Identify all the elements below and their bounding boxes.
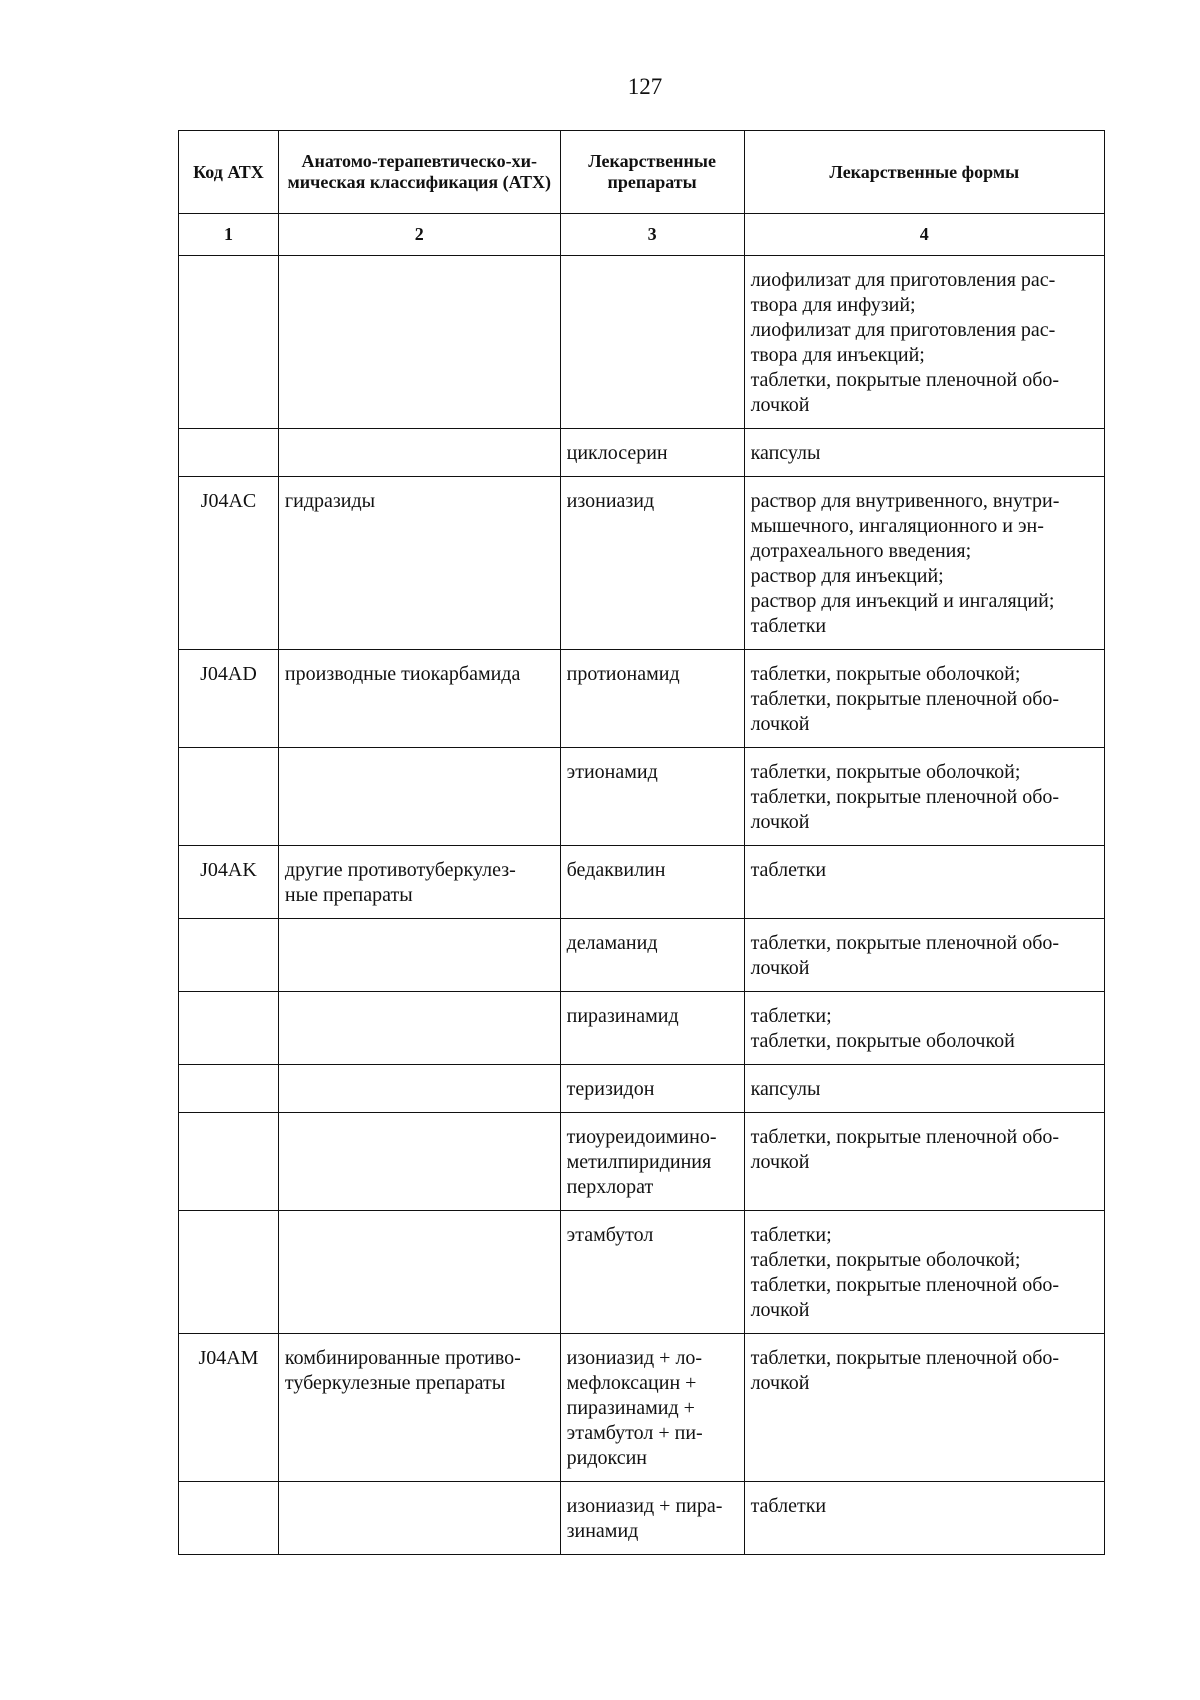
cell-text-line: таблетки, покрытые пленочной обо- [750,786,1060,808]
dosage-forms-cell [744,1065,1104,1113]
cell-text-line: твора для инъекций; [750,344,925,366]
table-row [179,1482,1105,1555]
table-row [179,1065,1105,1113]
dosage-forms-cell [744,256,1104,429]
drug-name-cell [560,748,744,846]
classification-cell [278,1482,560,1555]
cell-text-line: лочкой [750,957,810,979]
column-number: 2 [278,214,560,256]
atx-code-cell [179,1113,279,1211]
cell-text-line: таблетки, покрытые пленочной обо- [750,1274,1060,1296]
drug-name-cell [560,477,744,650]
cell-text-line: таблетки [750,859,827,881]
atx-code-cell: J04AC [179,477,279,650]
classification-cell [278,650,560,748]
classification-cell [278,992,560,1065]
cell-text-line: гидразиды [284,490,376,512]
cell-text-line: лочкой [750,1372,810,1394]
atx-code-cell [179,992,279,1065]
dosage-forms-cell [744,846,1104,919]
drug-name-cell [560,650,744,748]
cell-text-line: ные препараты [284,884,413,906]
drug-name-cell [560,1065,744,1113]
cell-text-line: дотрахеального введения; [750,540,972,562]
classification-cell [278,1211,560,1334]
cell-text-line: таблетки, покрытые оболочкой [750,1030,1015,1052]
drug-name-cell [560,919,744,992]
cell-text-line: таблетки, покрытые оболочкой; [750,663,1021,685]
cell-text-line: изониазид [566,490,655,512]
cell-text-line: перхлорат [566,1176,654,1198]
column-number-row [179,214,1105,256]
drug-name-cell [560,992,744,1065]
atx-code-cell: J04AD [179,650,279,748]
page-number: 127 [627,74,663,99]
cell-text-line: мефлоксацин + [566,1372,697,1394]
classification-cell [278,846,560,919]
dosage-forms-cell [744,650,1104,748]
drug-name-cell [560,1334,744,1482]
cell-text-line: туберкулезные препараты [284,1372,506,1394]
cell-text-line: изониазид + пира- [566,1495,723,1517]
table-row [179,429,1105,477]
cell-text-line: таблетки; [750,1005,832,1027]
dosage-forms-cell [744,1113,1104,1211]
cell-text-line: комбинированные противо- [284,1347,521,1369]
atx-drug-table [178,130,1105,1555]
cell-text-line: таблетки, покрытые пленочной обо- [750,932,1060,954]
cell-text-line: таблетки [750,1495,827,1517]
column-number: 1 [179,214,279,256]
column-number: 4 [744,214,1104,256]
cell-text-line: капсулы [750,1078,821,1100]
drug-name-cell [560,1482,744,1555]
table-body [179,256,1105,1555]
cell-text-line: изониазид + ло- [566,1347,703,1369]
atx-code-cell [179,1482,279,1555]
cell-text-line: протионамид [566,663,680,685]
classification-cell [278,477,560,650]
cell-text-line: твора для инфузий; [750,294,916,316]
atx-code-cell: J04AM [179,1334,279,1482]
table-row [179,992,1105,1065]
cell-text-line: теризидон [566,1078,655,1100]
dosage-forms-cell [744,477,1104,650]
table-header-row [179,131,1105,214]
cell-text-line: этамбутол + пи- [566,1422,703,1444]
cell-text-line: циклосерин [566,442,668,464]
cell-text-line: таблетки, покрытые пленочной обо- [750,1126,1060,1148]
classification-cell [278,1065,560,1113]
drug-name-cell [560,1113,744,1211]
atx-code-cell [179,919,279,992]
cell-text-line: раствор для внутривенного, внутри- [750,490,1060,512]
cell-text-line: этамбутол [566,1224,654,1246]
cell-text-line: тиоуреидоимино- [566,1126,717,1148]
table-row [179,256,1105,429]
cell-text-line: деламанид [566,932,658,954]
drug-name-cell [560,846,744,919]
table-row [179,650,1105,748]
drug-name-cell [560,256,744,429]
cell-text-line: мышечного, ингаляционного и эн- [750,515,1044,537]
cell-text-line: таблетки, покрытые пленочной обо- [750,369,1060,391]
atx-code-cell [179,1211,279,1334]
dosage-forms-cell [744,992,1104,1065]
cell-text-line: раствор для инъекций; [750,565,944,587]
cell-text-line: таблетки, покрытые пленочной обо- [750,1347,1060,1369]
cell-text-line: таблетки [750,615,827,637]
cell-text-line: таблетки; [750,1224,832,1246]
cell-text-line: ридоксин [566,1447,648,1469]
atx-code-cell [179,256,279,429]
table-row [179,748,1105,846]
atx-code-cell: J04AK [179,846,279,919]
cell-text-line: лочкой [750,713,810,735]
cell-text-line: производные тиокарбамида [284,663,521,685]
classification-cell [278,919,560,992]
cell-text-line: пиразинамид [566,1005,679,1027]
cell-text-line: раствор для инъекций и ингаляций; [750,590,1055,612]
atx-code-cell [179,1065,279,1113]
table-row [179,1334,1105,1482]
cell-text-line: лиофилизат для приготовления рас- [750,269,1056,291]
table-row [179,477,1105,650]
cell-text-line: таблетки, покрытые оболочкой; [750,1249,1021,1271]
dosage-forms-cell [744,919,1104,992]
cell-text-line: лочкой [750,394,810,416]
table-row [179,1211,1105,1334]
cell-text-line: лочкой [750,1299,810,1321]
cell-text-line: этионамид [566,761,658,783]
dosage-forms-cell [744,748,1104,846]
cell-text-line: бедаквилин [566,859,666,881]
classification-cell [278,748,560,846]
header-dosage-forms: Лекарственные формы [744,131,1104,214]
header-drugs: Лекарственные препараты [560,131,744,214]
atx-code-cell [179,429,279,477]
cell-text-line: метилпиридиния [566,1151,712,1173]
cell-text-line: лочкой [750,1151,810,1173]
cell-text-line: лиофилизат для приготовления рас- [750,319,1056,341]
classification-cell [278,1334,560,1482]
classification-cell [278,429,560,477]
dosage-forms-cell [744,1211,1104,1334]
cell-text-line: другие противотуберкулез- [284,859,516,881]
dosage-forms-cell [744,1482,1104,1555]
drug-name-cell [560,429,744,477]
cell-text-line: лочкой [750,811,810,833]
cell-text-line: пиразинамид + [566,1397,695,1419]
header-atx-classification: Анатомо-терапевтическо-хи-мическая классификация (АТХ) [278,131,560,214]
cell-text-line: капсулы [750,442,821,464]
atx-code-cell [179,748,279,846]
cell-text-line: таблетки, покрытые пленочной обо- [750,688,1060,710]
classification-cell [278,256,560,429]
dosage-forms-cell [744,1334,1104,1482]
cell-text-line: таблетки, покрытые оболочкой; [750,761,1021,783]
column-number: 3 [560,214,744,256]
table-row [179,846,1105,919]
dosage-forms-cell [744,429,1104,477]
table-row [179,1113,1105,1211]
header-atx-code: Код АТХ [179,131,279,214]
table-row [179,919,1105,992]
cell-text-line: зинамид [566,1520,639,1542]
drug-name-cell [560,1211,744,1334]
classification-cell [278,1113,560,1211]
